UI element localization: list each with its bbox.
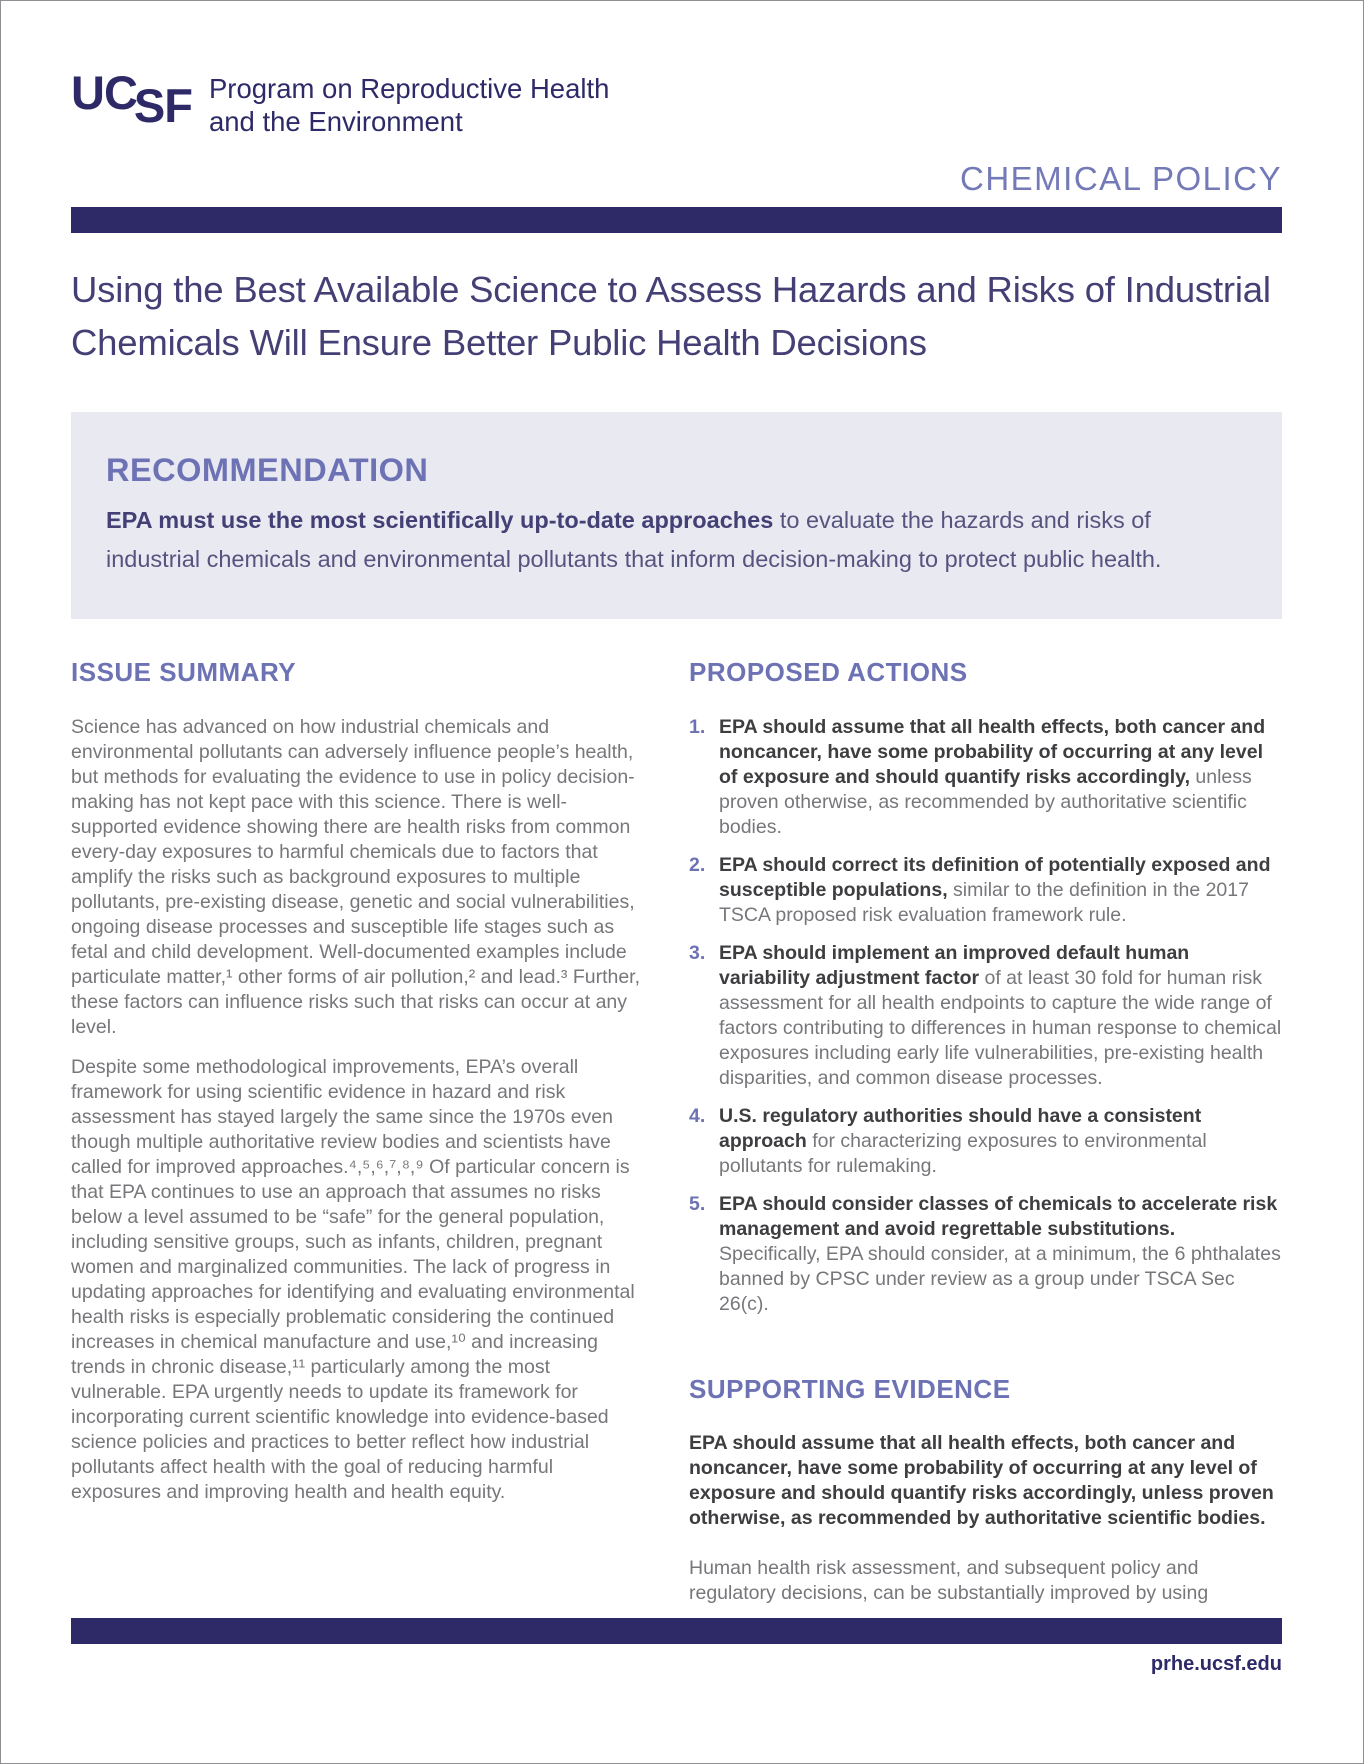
recommendation-box <box>71 412 1282 619</box>
action-item-3-rest: of at least 30 fold for human risk assessment for all health endpoints to capture the wide range of factors contributing to differences in human response to chemical exposures including early life vulnerabilities, pre-existing health disparities, and common disease processes. <box>719 966 1282 1089</box>
action-item-1 <box>689 715 1282 840</box>
supporting-evidence-paragraph: Human health risk assessment, and subsequent policy and regulatory decisions, can be substantially improved by using <box>689 1556 1209 1604</box>
page-footer <box>71 1618 1282 1676</box>
supporting-evidence-section <box>689 1374 1282 1606</box>
proposed-actions-list <box>689 715 1282 1317</box>
issue-summary-heading: ISSUE SUMMARY <box>71 656 297 687</box>
footer-rule <box>71 1618 1282 1644</box>
logo-tagline <box>209 72 609 138</box>
action-item-2-number: 2. <box>689 853 706 876</box>
action-item-2 <box>689 853 1282 928</box>
doc-type-label: CHEMICAL POLICY <box>959 160 1282 197</box>
two-column-layout <box>71 657 1282 1606</box>
logo-tagline-line1: Program on Reproductive Health <box>208 73 610 104</box>
action-item-5 <box>689 1192 1282 1317</box>
page-title: Using the Best Available Science to Assess Hazards and Risks of Industrial Chemicals Will Ensure Better Public Health Decisions <box>71 269 1271 364</box>
action-item-1-bold: EPA should assume that all health effects, both cancer and noncancer, have some probability of occurring at any level of exposure and should quantify risks accordingly, <box>719 715 1266 788</box>
action-item-4-number: 4. <box>689 1104 706 1127</box>
ucsf-logo <box>71 66 192 132</box>
issue-summary-paragraph-2: Despite some methodological improvements, EPA’s overall framework for using scientific evidence in hazard and risk assessment has stayed largely the same since the 1970s even though multiple authoritative review bodies and scientists have called for improved approaches.⁴,⁵,⁶,⁷,⁸,⁹ Of particular concern is that EPA continues to use an approach that assumes no risks below a level assumed to be “safe” for the general population, including sensitive groups, such as infants, children, pregnant women and marginalized communities. The lack of progress in updating approaches for identifying and evaluating environmental health risks is especially problematic considering the continued increases in chemical manufacture and use,¹⁰ and increasing trends in chronic disease,¹¹ particularly among the most vulnerable. EPA urgently needs to update its framework for incorporating current scientific knowledge into evidence-based science policies and practices to better reflect how industrial pollutants affect health with the goal of reducing harmful exposures and improving health and health equity. <box>71 1055 635 1503</box>
action-item-2-rest: similar to the definition in the 2017 TSCA proposed risk evaluation framework rule. <box>719 878 1249 926</box>
issue-summary-section <box>71 657 643 1606</box>
action-item-4-rest: for characterizing exposures to environmental pollutants for rulemaking. <box>719 1129 1207 1177</box>
recommendation-lead-rest: to evaluate the hazards and risks of industrial chemicals and environmental pollutants that inform decision-making to protect public health. <box>106 506 1162 572</box>
right-column <box>689 657 1282 1606</box>
ucsf-logo-uc: UC <box>71 66 137 119</box>
recommendation-text <box>106 501 1242 579</box>
action-item-3 <box>689 941 1282 1091</box>
action-item-3-bold: EPA should implement an improved default human variability adjustment factor <box>719 941 1190 989</box>
action-item-5-text <box>719 1192 1282 1317</box>
action-item-5-bold: EPA should consider classes of chemicals to accelerate risk management and avoid regrettable substitutions. <box>719 1192 1278 1240</box>
action-item-4-bold: U.S. regulatory authorities should have a consistent approach <box>719 1104 1202 1152</box>
action-item-5-rest: Specifically, EPA should consider, at a minimum, the 6 phthalates banned by CPSC under review as a group under TSCA Sec 26(c). <box>719 1242 1281 1315</box>
footer-site-link[interactable]: prhe.ucsf.edu <box>1150 1653 1282 1675</box>
action-item-5-number: 5. <box>689 1192 706 1215</box>
action-item-3-number: 3. <box>689 941 706 964</box>
action-item-1-rest: unless proven otherwise, as recommended by authoritative scientific bodies. <box>719 765 1252 838</box>
action-item-4 <box>689 1104 1282 1179</box>
issue-summary-paragraph-1: Science has advanced on how industrial chemicals and environmental pollutants can adversely influence people’s health, but methods for evaluating the evidence to use in policy decision-making has not kept pace with this science. There is well-supported evidence showing there are health risks from common every-day exposures to harmful chemicals due to factors that amplify the risks such as background exposures to multiple pollutants, pre-existing disease, genetic and social vulnerabilities, ongoing disease processes and susceptible life stages such as fetal and child development. Well-documented examples include particulate matter,¹ other forms of air pollution,² and lead.³ Further, these factors can influence risks such that risks can occur at any level. <box>71 715 641 1038</box>
action-item-1-number: 1. <box>689 715 706 738</box>
supporting-evidence-heading: SUPPORTING EVIDENCE <box>689 1373 1011 1404</box>
proposed-actions-heading: PROPOSED ACTIONS <box>689 656 968 687</box>
action-item-2-text <box>719 853 1282 928</box>
supporting-evidence-lead: EPA should assume that all health effects, both cancer and noncancer, have some probability of occurring at any level of exposure and should quantify risks accordingly, unless proven otherwise, as recommended by authoritative scientific bodies. <box>689 1431 1274 1529</box>
action-item-1-text <box>719 715 1282 840</box>
ucsf-logo-sf: SF <box>133 79 192 132</box>
recommendation-lead-bold: EPA must use the most scientifically up-to-date approaches <box>106 506 774 533</box>
action-item-2-bold: EPA should correct its definition of potentially exposed and susceptible populations, <box>719 853 1271 901</box>
header-rule <box>71 207 1282 233</box>
action-item-3-text <box>719 941 1282 1091</box>
recommendation-heading: RECOMMENDATION <box>106 451 429 488</box>
proposed-actions-section <box>689 657 1282 1317</box>
logo-tagline-line2: and the Environment <box>208 106 463 137</box>
action-item-4-text <box>719 1104 1282 1179</box>
header-logo-row <box>71 1 1282 138</box>
